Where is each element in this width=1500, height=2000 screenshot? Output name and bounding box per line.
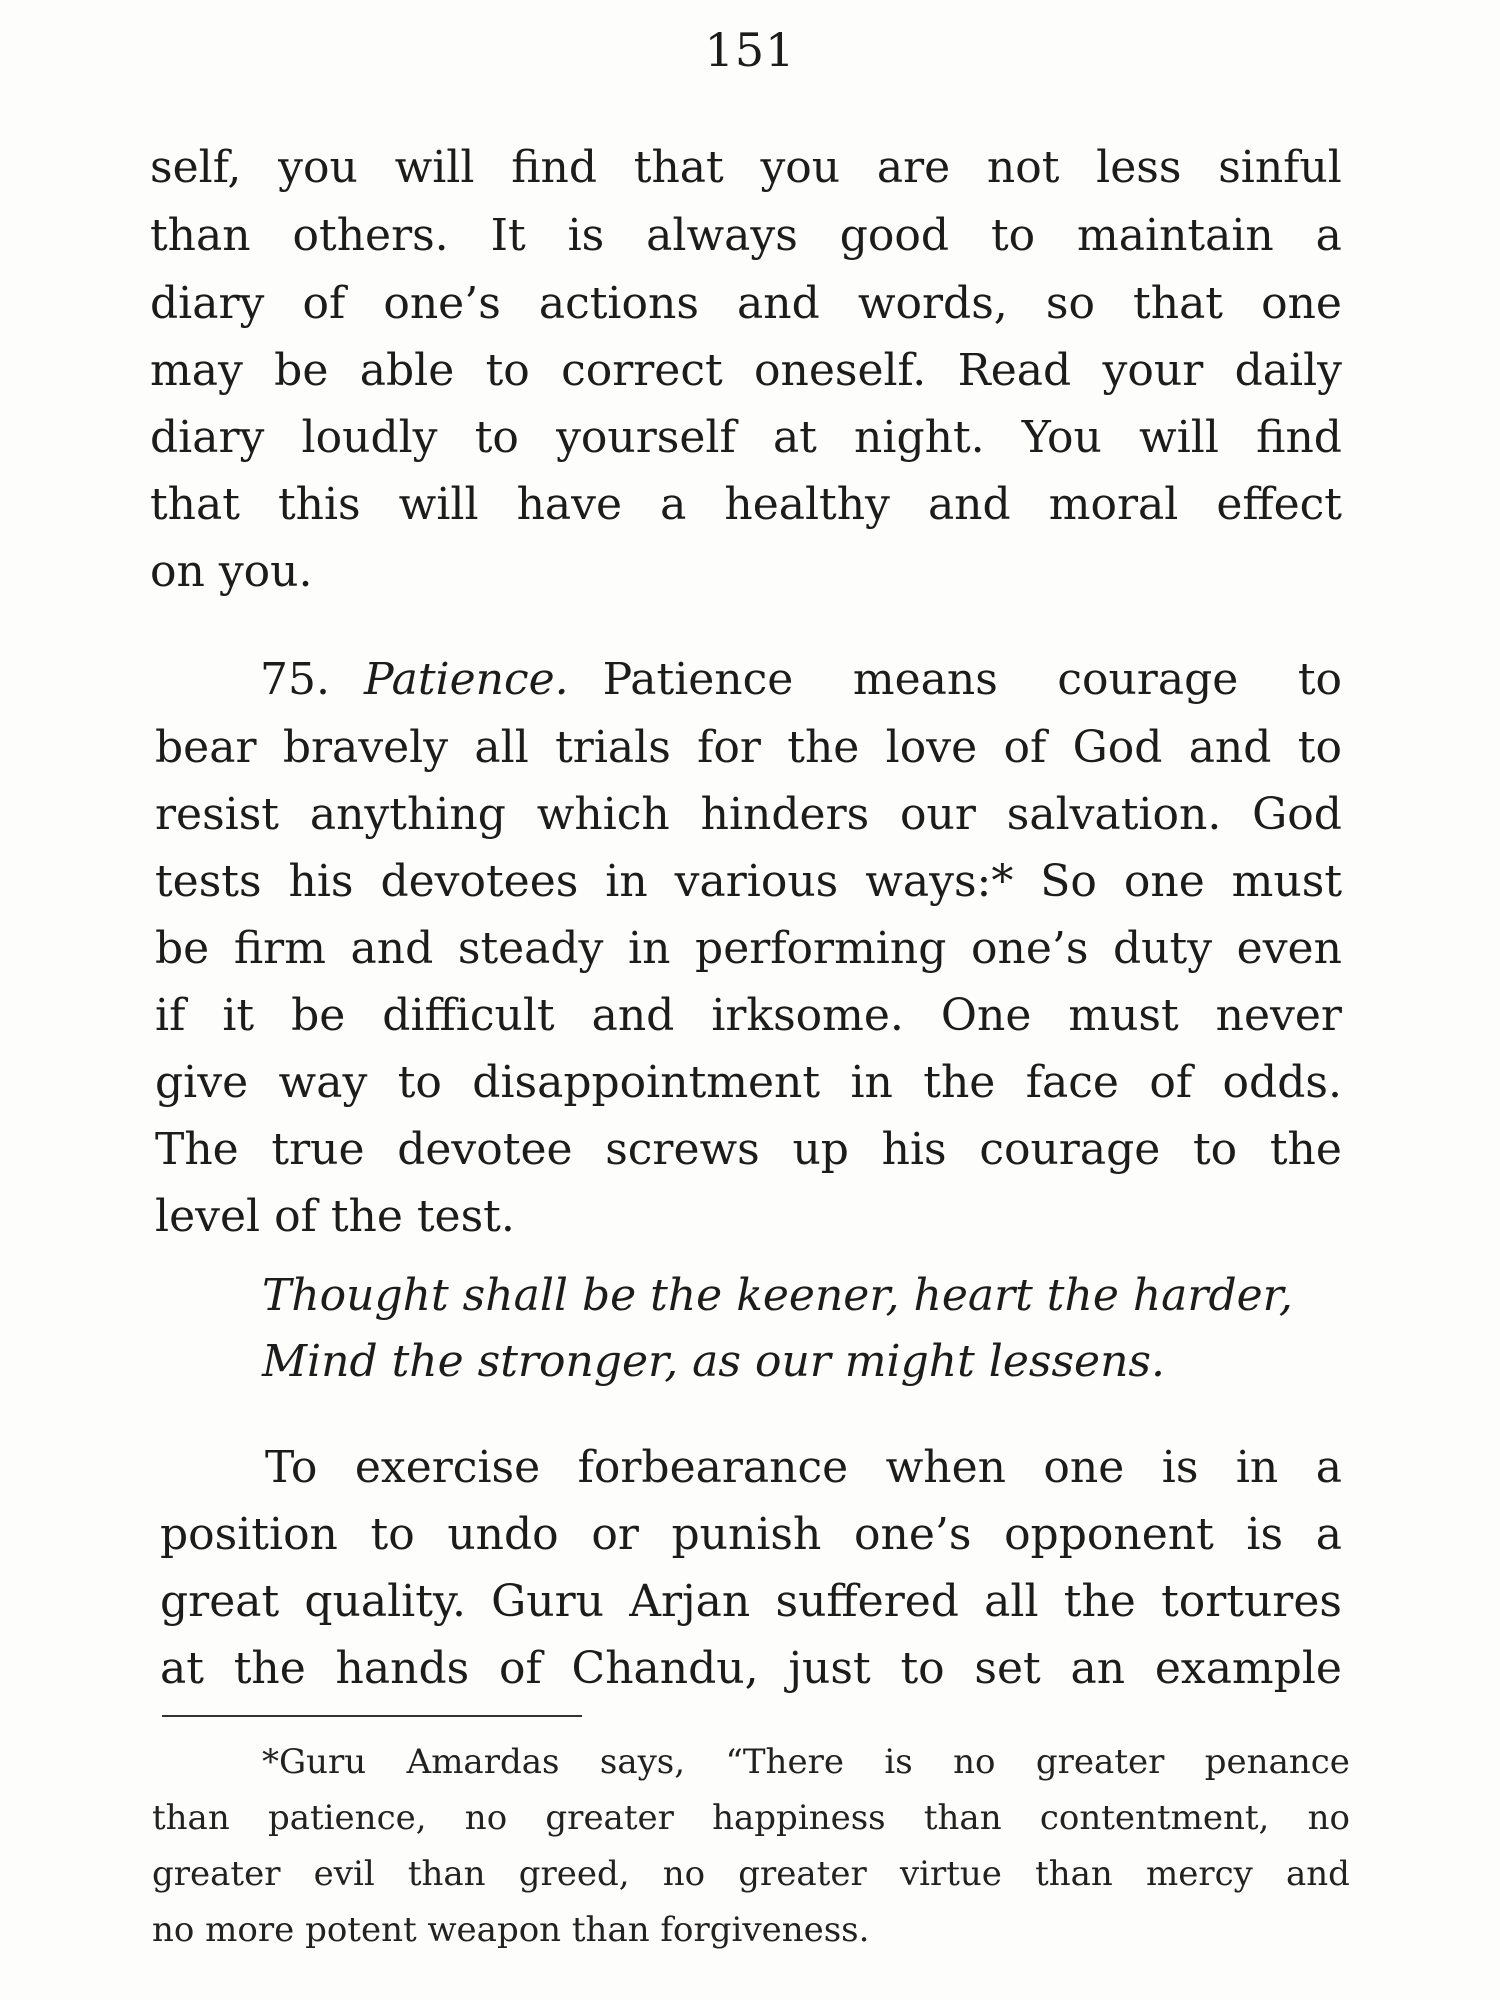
word: Patience [602, 654, 794, 705]
paragraph-3-line [160, 1641, 1342, 1697]
word: greed, [518, 1854, 630, 1894]
word: to [1297, 722, 1342, 773]
word: suffered [775, 1576, 959, 1627]
footnote-line [152, 1796, 1350, 1840]
word: difficult [382, 990, 555, 1041]
paragraph-3-line [160, 1507, 1342, 1563]
word: never [1215, 990, 1342, 1041]
word: mercy [1145, 1854, 1253, 1894]
word: of [1149, 1057, 1193, 1108]
word: to [990, 210, 1036, 261]
word: happiness [712, 1798, 886, 1838]
word: healthy [724, 479, 890, 530]
word: and [591, 990, 675, 1041]
paragraph-1-line: on you. [150, 546, 313, 597]
word: than [407, 1854, 486, 1894]
word: are [876, 142, 951, 193]
word: of [498, 1643, 542, 1694]
word: able [359, 345, 455, 396]
word: quality. [304, 1576, 466, 1627]
word: courage [1057, 654, 1239, 705]
word: a [1315, 1509, 1342, 1560]
word: and [350, 923, 434, 974]
word: Amardas [406, 1742, 560, 1782]
word: must [1231, 856, 1342, 907]
word: in [850, 1057, 893, 1108]
word: Arjan [629, 1576, 751, 1627]
word: no [1307, 1798, 1350, 1838]
word: in [605, 856, 648, 907]
word: in [1235, 1442, 1279, 1493]
word: be [155, 923, 210, 974]
word: yourself [556, 412, 736, 463]
word: that [633, 142, 724, 193]
word: the [923, 1057, 996, 1108]
word: give [155, 1057, 249, 1108]
word: must [1068, 990, 1179, 1041]
word: great [160, 1576, 280, 1627]
word: Guru [491, 1576, 605, 1627]
word: hinders [700, 789, 870, 840]
word: you [760, 142, 841, 193]
word: effect [1216, 479, 1342, 530]
word: one [1123, 856, 1205, 907]
word: all [984, 1576, 1039, 1627]
word: diary [150, 278, 265, 329]
word: So [1040, 856, 1097, 907]
word: a [1315, 1442, 1342, 1493]
word: one’s [383, 278, 501, 329]
section-heading: Patience. [363, 654, 569, 705]
paragraph-1-line [150, 343, 1342, 399]
paragraph-2-first-line [260, 652, 1342, 708]
paragraph-1-line [150, 276, 1342, 332]
word: our [900, 789, 976, 840]
word: have [516, 479, 623, 530]
footnote-line [262, 1740, 1350, 1784]
word: To [265, 1442, 318, 1493]
word: tests [155, 856, 262, 907]
word: that [150, 479, 240, 530]
word: may [150, 345, 243, 396]
word: loudly [301, 412, 438, 463]
word: be [291, 990, 346, 1041]
word: always [646, 210, 798, 261]
word: exercise [354, 1442, 541, 1493]
word: at [160, 1643, 204, 1694]
paragraph-1-line [150, 208, 1342, 264]
word: up [792, 1124, 849, 1175]
word: will [1139, 412, 1219, 463]
word: is [884, 1742, 913, 1782]
word: than [1035, 1854, 1113, 1894]
word: others. [292, 210, 449, 261]
word: God [1072, 722, 1163, 773]
word: not [986, 142, 1060, 193]
word: this [277, 479, 361, 530]
word: duty [1113, 923, 1213, 974]
word: correct [561, 345, 723, 396]
word: diary [150, 412, 265, 463]
paragraph-2-line [155, 988, 1342, 1044]
word: good [839, 210, 950, 261]
word: no [464, 1798, 508, 1838]
word: less [1096, 142, 1182, 193]
word: is [1246, 1509, 1284, 1560]
word: greater [545, 1798, 674, 1838]
word: to [900, 1643, 945, 1694]
word: and [1188, 722, 1272, 773]
word: self, [150, 142, 242, 193]
word: actions [538, 278, 699, 329]
word: to [474, 412, 519, 463]
word: undo [447, 1509, 559, 1560]
word: bravely [282, 722, 449, 773]
word: example [1154, 1643, 1342, 1694]
word: words, [857, 278, 1008, 329]
footnote-line: no more potent weapon than forgiveness. [152, 1910, 870, 1950]
word: in [628, 923, 671, 974]
word: to [370, 1509, 415, 1560]
verse-line: Mind the stronger, as our might lessens. [262, 1336, 1165, 1387]
word: says, [599, 1742, 686, 1782]
paragraph-2-line [155, 1122, 1342, 1178]
word: Read [957, 345, 1072, 396]
word: greater [152, 1854, 281, 1894]
word: of [1003, 722, 1047, 773]
word: virtue [899, 1854, 1002, 1894]
word: moral [1048, 479, 1179, 530]
word: true [271, 1124, 365, 1175]
word: and [927, 479, 1011, 530]
word: penance [1204, 1742, 1350, 1782]
word: find [511, 142, 598, 193]
verse-line: Thought shall be the keener, heart the harder, [262, 1270, 1293, 1321]
word: means [852, 654, 998, 705]
word: is [567, 210, 605, 261]
word: tortures [1161, 1576, 1342, 1627]
word: position [160, 1509, 338, 1560]
word: his [288, 856, 354, 907]
word: be [274, 345, 329, 396]
word: devotee [397, 1124, 573, 1175]
word: is [1161, 1442, 1199, 1493]
word: the [1269, 1124, 1342, 1175]
word: to [485, 345, 530, 396]
word: oneself. [754, 345, 927, 396]
word: of [302, 278, 346, 329]
paragraph-2-line [155, 720, 1342, 776]
word: no [953, 1742, 996, 1782]
word: for [697, 722, 761, 773]
word: to [1297, 654, 1342, 705]
word: punish [671, 1509, 822, 1560]
word: contentment, [1039, 1798, 1270, 1838]
word: will [398, 479, 479, 530]
word: odds. [1222, 1057, 1342, 1108]
word: anything [309, 789, 506, 840]
word: the [233, 1643, 306, 1694]
word: You [1021, 412, 1102, 463]
word: one [1043, 1442, 1125, 1493]
footnote-line [152, 1852, 1350, 1896]
word: God [1252, 789, 1342, 840]
word: Chandu, [571, 1643, 759, 1694]
word: night. [854, 412, 985, 463]
word: daily [1234, 345, 1342, 396]
word: that [1133, 278, 1223, 329]
paragraph-2-line [155, 787, 1342, 843]
word: greater [738, 1854, 867, 1894]
word: a [660, 479, 687, 530]
word: bear [155, 722, 257, 773]
word: and [737, 278, 820, 329]
word: no [662, 1854, 706, 1894]
word: forbearance [577, 1442, 849, 1493]
word: to [1192, 1124, 1238, 1175]
word: performing [695, 923, 947, 974]
word: The [155, 1124, 239, 1175]
word: it [222, 990, 255, 1041]
word: the [1063, 1576, 1136, 1627]
word: than [923, 1798, 1002, 1838]
word: “There [725, 1742, 844, 1782]
word: patience, [267, 1798, 427, 1838]
paragraph-2-line [155, 1055, 1342, 1111]
word: various [674, 856, 839, 907]
paragraph-2-line [155, 921, 1342, 977]
word: steady [457, 923, 604, 974]
word: *Guru [262, 1742, 367, 1782]
word: firm [233, 923, 326, 974]
word: one’s [970, 923, 1089, 974]
paragraph-3-line [160, 1574, 1342, 1630]
word: you [278, 142, 358, 193]
paragraph-2-line [155, 854, 1342, 910]
paragraph-1-line [150, 140, 1342, 196]
word: opponent [1004, 1509, 1214, 1560]
word: resist [155, 789, 279, 840]
word: evil [313, 1854, 375, 1894]
word: than [152, 1798, 230, 1838]
page-number: 151 [704, 23, 796, 77]
word: a [1315, 210, 1342, 261]
word: and [1285, 1854, 1350, 1894]
word: when [885, 1442, 1006, 1493]
word: courage [979, 1124, 1161, 1175]
word: one’s [853, 1509, 972, 1560]
word: if [155, 990, 186, 1041]
word: than [150, 210, 251, 261]
word: one [1261, 278, 1342, 329]
word: screws [605, 1124, 760, 1175]
word: at [772, 412, 817, 463]
word: an [1070, 1643, 1126, 1694]
word: maintain [1077, 210, 1274, 261]
word: to [397, 1057, 442, 1108]
section-number: 75. [260, 654, 330, 705]
word: way [278, 1057, 368, 1108]
word: hands [335, 1643, 470, 1694]
paragraph-1-line [150, 410, 1342, 466]
word: so [1045, 278, 1095, 329]
paragraph-2-line: level of the test. [155, 1191, 515, 1242]
word: love [885, 722, 978, 773]
word: irksome. [711, 990, 904, 1041]
word: trials [555, 722, 671, 773]
word: your [1102, 345, 1204, 396]
word: disappointment [472, 1057, 821, 1108]
paragraph-1-line [150, 477, 1342, 533]
word: even [1236, 923, 1342, 974]
word: just [788, 1643, 871, 1694]
paragraph-2-first-line-rest [603, 652, 1342, 708]
word: his [881, 1124, 947, 1175]
word: or [591, 1509, 639, 1560]
word: One [940, 990, 1032, 1041]
word: all [474, 722, 529, 773]
word: ways:* [865, 856, 1014, 907]
word: find [1256, 412, 1342, 463]
word: the [787, 722, 860, 773]
word: will [394, 142, 475, 193]
word: which [536, 789, 670, 840]
word: devotees [380, 856, 579, 907]
word: salvation. [1006, 789, 1222, 840]
word: greater [1035, 1742, 1165, 1782]
footnote-divider [162, 1715, 582, 1717]
word: It [490, 210, 526, 261]
word: face [1025, 1057, 1119, 1108]
word: sinful [1218, 142, 1342, 193]
word: set [974, 1643, 1041, 1694]
paragraph-3-line [265, 1440, 1342, 1496]
